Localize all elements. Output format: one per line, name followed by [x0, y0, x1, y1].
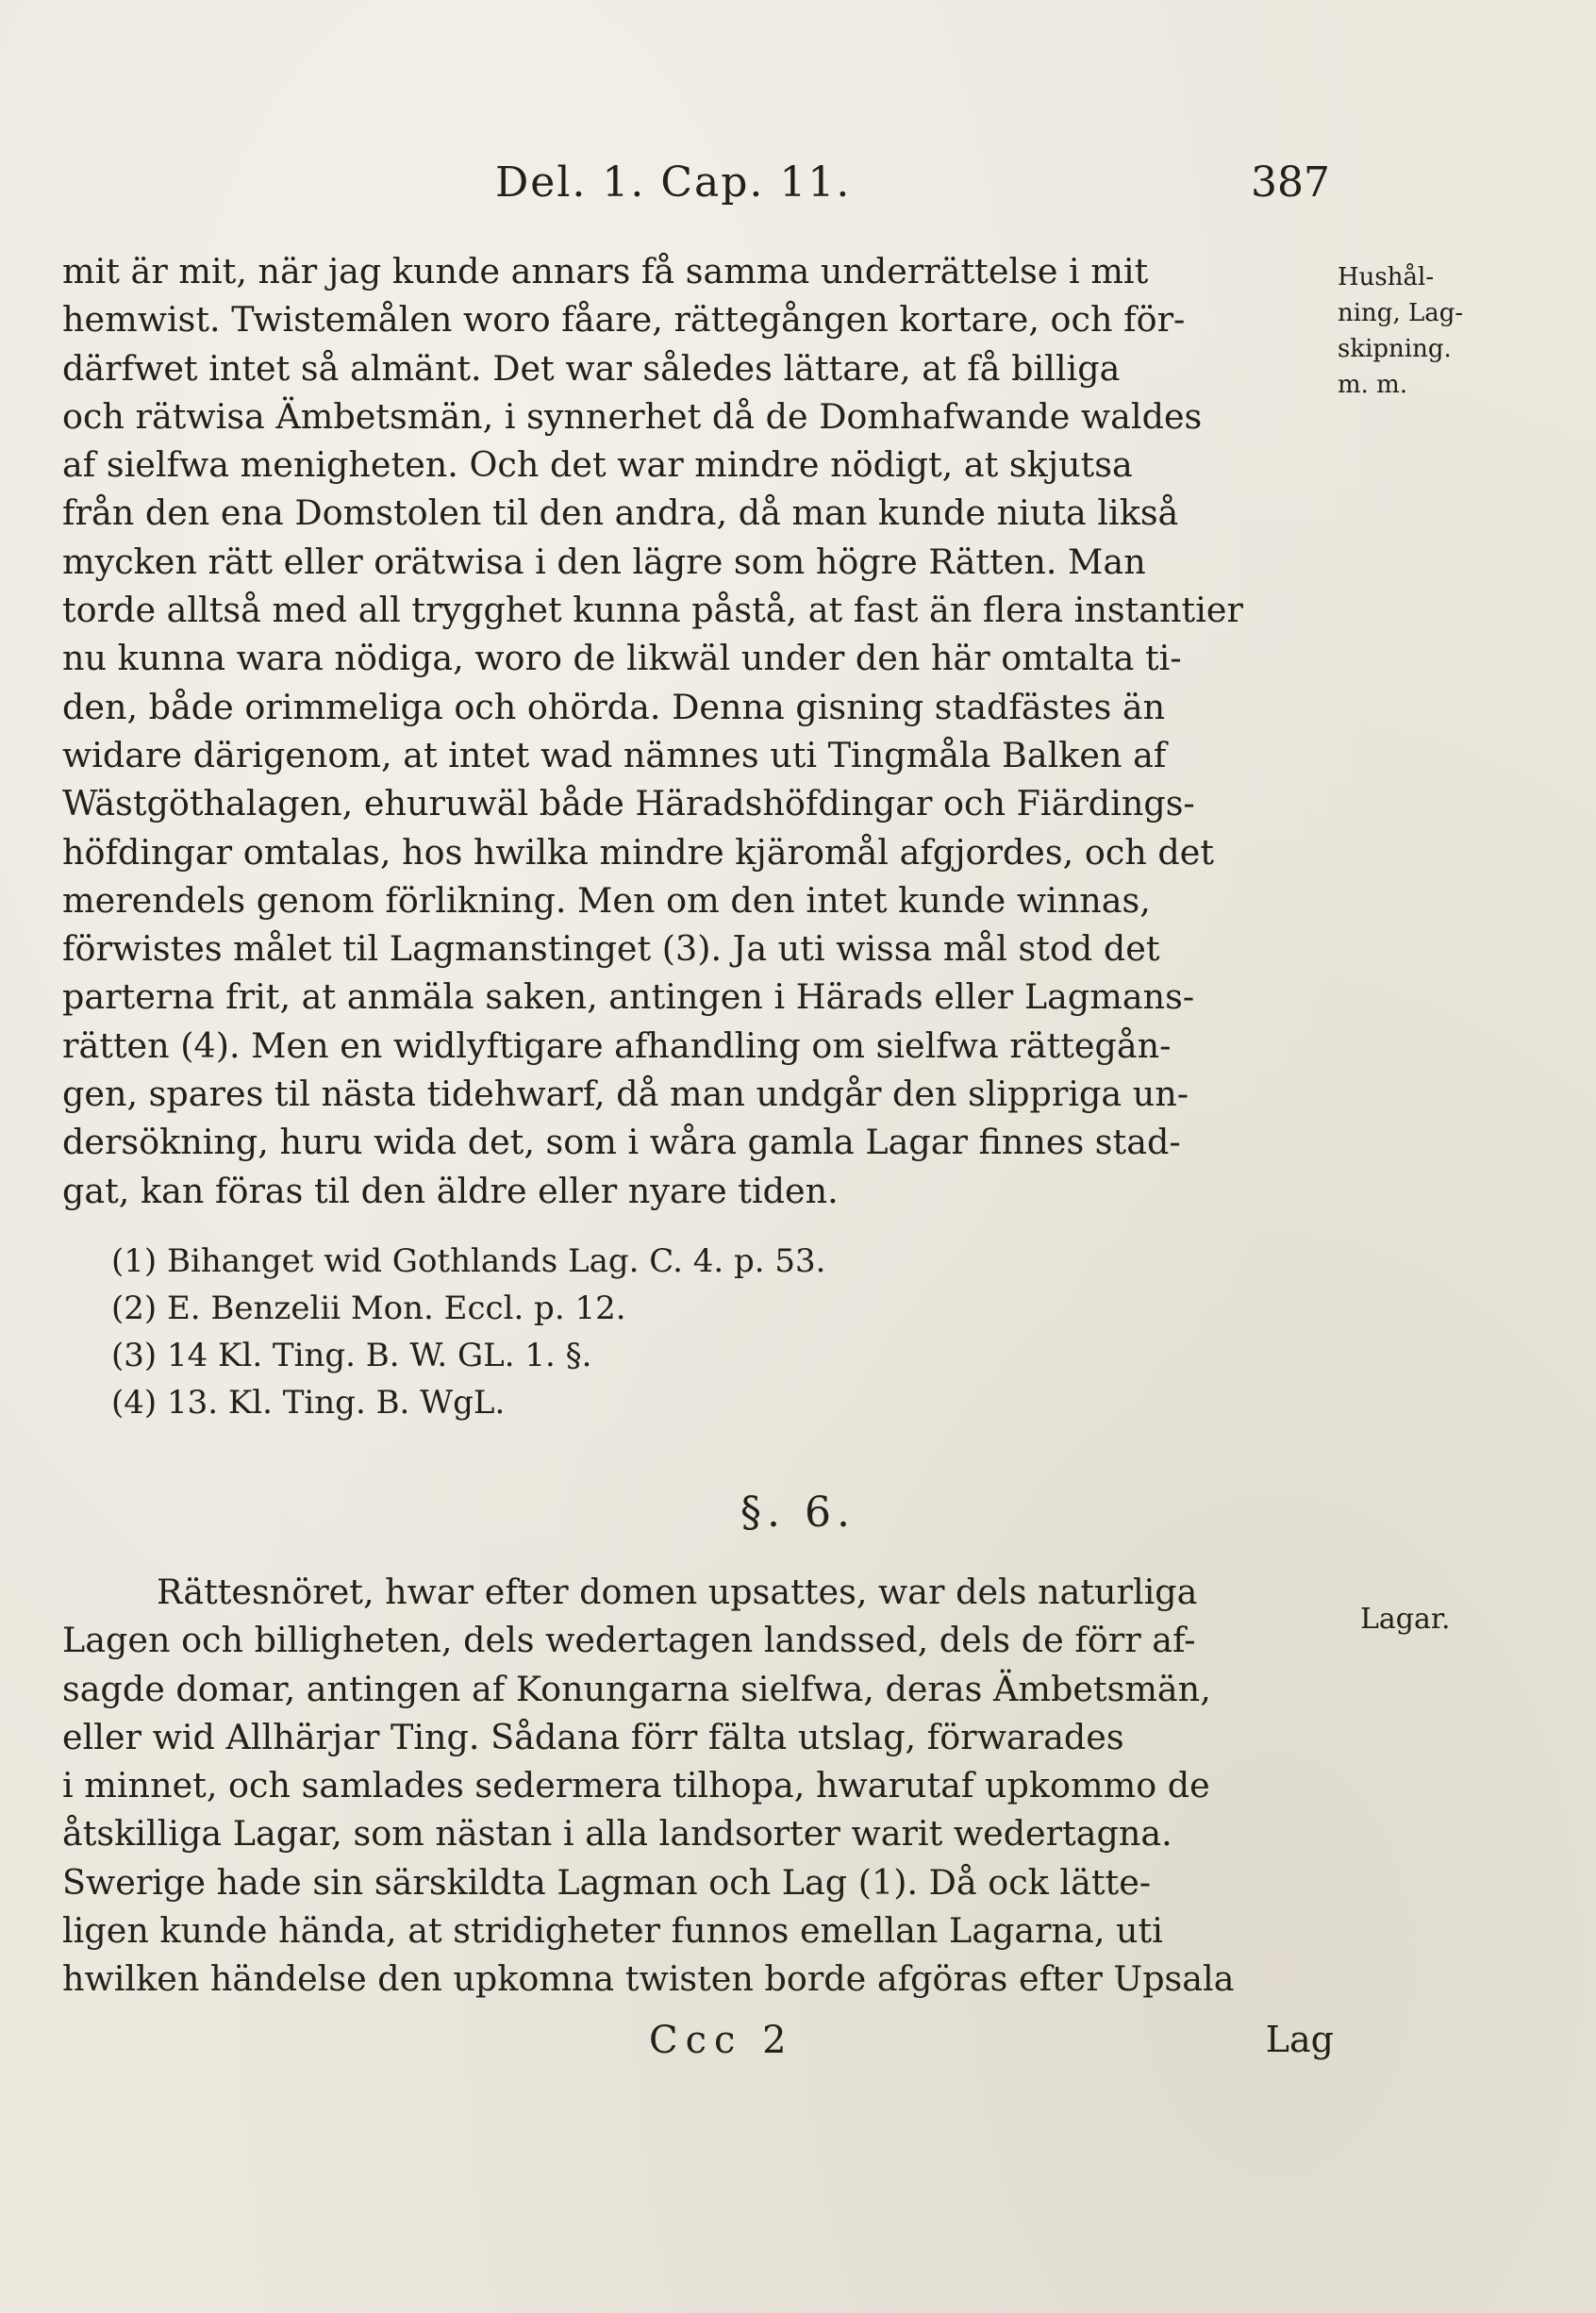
text-line: Swerige hade sin särskildta Lagman och Lag (1). Då ock lätte-: [62, 1861, 1152, 1903]
text-line: rätten (4). Men en widlyftigare afhandling om sielfwa rättegån-: [62, 1024, 1172, 1066]
footnote: (2) E. Benzelii Mon. Eccl. p. 12.: [111, 1290, 626, 1327]
text-line: ligen kunde hända, at stridigheter funnos emellan Lagarna, uti: [62, 1910, 1163, 1952]
text-line: åtskilliga Lagar, som nästan i alla landsorter warit wedertagna.: [62, 1813, 1172, 1855]
signature-mark: Ccc 2: [649, 2019, 794, 2062]
text-line: torde alltså med all trygghet kunna påstå, at fast än flera instantier: [62, 590, 1243, 631]
footnotes: [111, 1238, 825, 1426]
footnote: (3) 14 Kl. Ting. B. W. GL. 1. §.: [111, 1337, 592, 1374]
text-line: den, både orimmeliga och ohörda. Denna gisning stadfästes än: [62, 686, 1166, 727]
text-line: dersökning, huru wida det, som i wåra gamla Lagar finnes stad-: [62, 1122, 1181, 1163]
text-line: eller wid Allhärjar Ting. Sådana förr fälta utslag, förwarades: [62, 1716, 1124, 1757]
text-line: förwistes målet til Lagmanstinget (3). Ja uti wissa mål stod det: [62, 928, 1160, 970]
section-heading: §. 6.: [740, 1489, 856, 1537]
text-line: merendels genom förlikning. Men om den intet kunde winnas,: [62, 879, 1151, 921]
margin-note-1: [1338, 259, 1463, 403]
margin-note-line: ning, Lag-: [1338, 299, 1464, 327]
text-line: mycken rätt eller orätwisa i den lägre som högre Rätten. Man: [62, 541, 1146, 582]
text-line: hemwist. Twistemålen woro fåare, rättegången kortare, och för-: [62, 299, 1186, 341]
text-line: gen, spares til nästa tidehwarf, då man undgår den slippriga un-: [62, 1073, 1189, 1115]
text-line: höfdingar omtalas, hos hwilka mindre kjäromål afgjordes, och det: [62, 831, 1215, 873]
text-line: hwilken händelse den upkomna twisten borde afgöras efter Upsala: [62, 1958, 1235, 2000]
running-header: [66, 158, 1330, 215]
text-line: från den ena Domstolen til den andra, då man kunde niuta likså: [62, 492, 1179, 534]
running-title: Del. 1. Cap. 11.: [495, 158, 852, 207]
text-line: mit är mit, när jag kunde annars få samma underrättelse i mit: [62, 251, 1149, 291]
margin-note-line: Hushål-: [1338, 263, 1435, 291]
footnote: (4) 13. Kl. Ting. B. WgL.: [111, 1384, 506, 1422]
paragraph-2: [62, 1568, 1336, 2004]
paragraph-1: [62, 247, 1336, 1215]
text-line: Wästgöthalagen, ehuruwäl både Häradshöfdingar och Fiärdings-: [62, 783, 1195, 824]
margin-note-2: Lagar.: [1360, 1603, 1451, 1636]
page-number: 387: [1251, 158, 1330, 207]
text-line: i minnet, och samlades sedermera tilhopa, hwarutaf upkommo de: [62, 1765, 1210, 1806]
text-line: och rätwisa Ämbetsmän, i synnerhet då de Domhafwande waldes: [62, 395, 1203, 437]
footnote: (1) Bihanget wid Gothlands Lag. C. 4. p. 53.: [111, 1242, 826, 1280]
text-line: parterna frit, at anmäla saken, antingen i Härads eller Lagmans-: [62, 976, 1195, 1018]
margin-note-line: skipning.: [1338, 335, 1452, 363]
text-line: Rättesnöret, hwar efter domen upsattes, war dels naturliga: [157, 1572, 1198, 1612]
text-line: Lagen och billigheten, dels wedertagen landssed, dels de förr af-: [62, 1620, 1196, 1661]
text-line: nu kunna wara nödiga, woro de likwäl under den här omtalta ti-: [62, 638, 1182, 679]
text-line: sagde domar, antingen af Konungarna sielfwa, deras Ämbetsmän,: [62, 1668, 1211, 1709]
text-line: widare därigenom, at intet wad nämnes uti Tingmåla Balken af: [62, 734, 1167, 775]
text-line: därfwet intet så almänt. Det war således lättare, at få billiga: [62, 347, 1121, 389]
catchword: Lag: [1265, 2019, 1334, 2060]
text-line: gat, kan föras til den äldre eller nyare tiden.: [62, 1170, 839, 1211]
text-line: af sielfwa menigheten. Och det war mindre nödigt, at skjutsa: [62, 444, 1133, 486]
margin-note-line: m. m.: [1338, 371, 1408, 399]
